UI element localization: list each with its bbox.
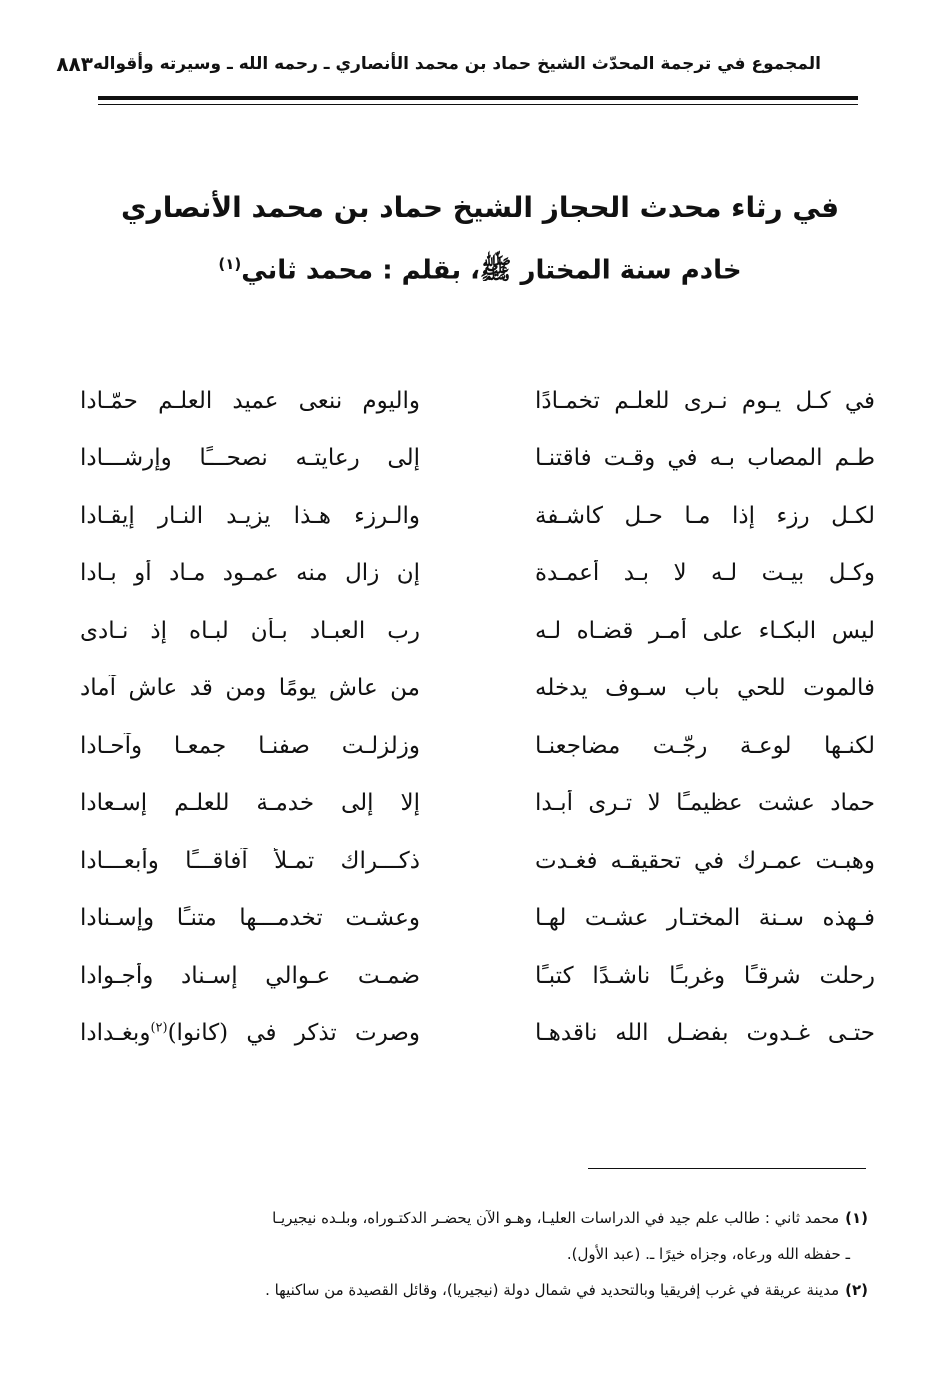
hemistich-second-text: إلى رعايتـه نصحـــًا وإرشـــادا (80, 445, 420, 472)
footnote-rule (588, 1168, 866, 1169)
hemistich-second-text: وصرت تذكر في (كانوا) (167, 1020, 420, 1047)
verse (80, 775, 875, 833)
footnote-continuation: ـ حفظه الله ورعاه، وجزاه خيرًا ـ. (عبد الأول). (566, 1245, 850, 1263)
hemistich-first: وكـل بيـت لـه لا بـد أعمـدة (535, 560, 875, 587)
footnote-marker: (١) (845, 1209, 868, 1227)
hemistich-second (80, 445, 420, 471)
hemistich-second-text: وعشـت تخدمـــها متنـًا وإسـنادا (80, 905, 420, 932)
verse (80, 660, 875, 718)
header-rule-thin (98, 104, 858, 105)
hemistich-second-text: ضمـت عـوالي إسـناد وأجـوادا (80, 962, 420, 989)
hemistich-second (80, 388, 420, 414)
hemistich-second-text: إن زال منه عمـود مـاد أو بـادا (80, 560, 420, 587)
hemistich-first: لكنـها لوعـة رجّـت مضاجعنـا (535, 732, 875, 759)
hemistich-second (80, 1020, 420, 1046)
footnote-text: مدينة عريقة في غرب إفريقيا وبالتحديد في شمال دولة (نيجيريا)، وقائل القصيدة من ساكنيها . (265, 1281, 840, 1299)
verse (80, 947, 875, 1005)
hemistich-second (80, 733, 420, 759)
verse (80, 890, 875, 948)
footnotes (88, 1200, 868, 1308)
title-block (100, 180, 860, 299)
running-header (56, 44, 821, 84)
verse (80, 717, 875, 775)
page-number: ٨٨٣ (56, 52, 93, 76)
hemistich-first: حتـى غـدوت بفضـل الله ناقدهـا (535, 1020, 875, 1047)
verse (80, 832, 875, 890)
poem-title: في رثاء محدث الحجاز الشيخ حماد بن محمد الأنصاري (120, 191, 840, 224)
verse (80, 430, 875, 488)
footnote (88, 1200, 868, 1236)
hemistich-second (80, 790, 420, 816)
hemistich-second (80, 963, 420, 989)
hemistich-second-text: رب العبـاد بـأن لبـاه إذ نـادى (80, 617, 420, 644)
hemistich-first: فالموت للحي باب سـوف يدخله (535, 675, 875, 702)
verse (80, 487, 875, 545)
footnote-marker: (٢) (845, 1281, 868, 1299)
hemistich-second (80, 560, 420, 586)
footnote (88, 1272, 868, 1308)
verse (80, 602, 875, 660)
footnote-reference: (١) (218, 255, 242, 273)
hemistich-second-text: وزلزلـت صفنـا جمعـا وآحـادا (80, 732, 420, 759)
hemistich-second (80, 503, 420, 529)
footnote-text: محمد ثاني : طالب علم جيد في الدراسات العليـا، وهـو الآن يحضـر الدكتـوراه، وبلـده نيجيريـا (272, 1209, 840, 1227)
hemistich-first: فـهذه سـنة المختـار عشـت لهـا (535, 905, 875, 932)
hemistich-first: ليس البكـاء على أمـر قضـاه لـه (535, 617, 875, 644)
verse (80, 545, 875, 603)
hemistich-first: في كـل يـوم نـرى للعلـم تخمـادًا (535, 387, 875, 414)
hemistich-second-text: إلا إلى خدمـة للعلـم إسـعادا (80, 790, 420, 817)
hemistich-first: لكـل رزء إذا مـا حـل كاشـفة (535, 502, 875, 529)
hemistich-first: رحلت شرقـًا وغربـًا ناشـدًا كتبـًا (535, 962, 875, 989)
verse (80, 372, 875, 430)
hemistich-second-text: والـرزء هـذا يزيـد النـار إيقـادا (80, 502, 420, 529)
hemistich-second-text: ذكـــراك تمـلأ آفاقـــًا وأبعـــادا (80, 847, 420, 874)
hemistich-second (80, 675, 420, 701)
hemistich-first: طـم المصاب بـه في وقـت فاقتنـا (535, 445, 875, 472)
hemistich-second (80, 905, 420, 931)
running-title: المجموع في ترجمة المحدّث الشيخ حماد بن محمد الأنصاري ـ رحمه الله ـ وسيرته وأقواله (92, 54, 821, 74)
header-rule-thick (98, 96, 858, 100)
poem-subtitle-text: خادم سنة المختار ﷺ، بقلم : محمد ثاني (241, 255, 742, 286)
hemistich-first: وهبـت عمـرك في تحقيقـه فغـدت (535, 847, 875, 874)
hemistich-second (80, 848, 420, 874)
verse (80, 1005, 875, 1063)
hemistich-second-tail: وبغـدادا (80, 1020, 151, 1047)
poem (80, 372, 875, 1062)
hemistich-second-text: واليوم ننعى عميد العلـم حمّـادا (80, 387, 420, 414)
hemistich-second-text: من عاش يومًا ومن قد عاش آماد (80, 675, 420, 702)
hemistich-first: حماد عشت عظيمـًا لا تـرى أبـدا (535, 790, 875, 817)
hemistich-second (80, 618, 420, 644)
footnote-reference: (٢) (150, 1020, 168, 1036)
poem-subtitle (100, 236, 860, 299)
